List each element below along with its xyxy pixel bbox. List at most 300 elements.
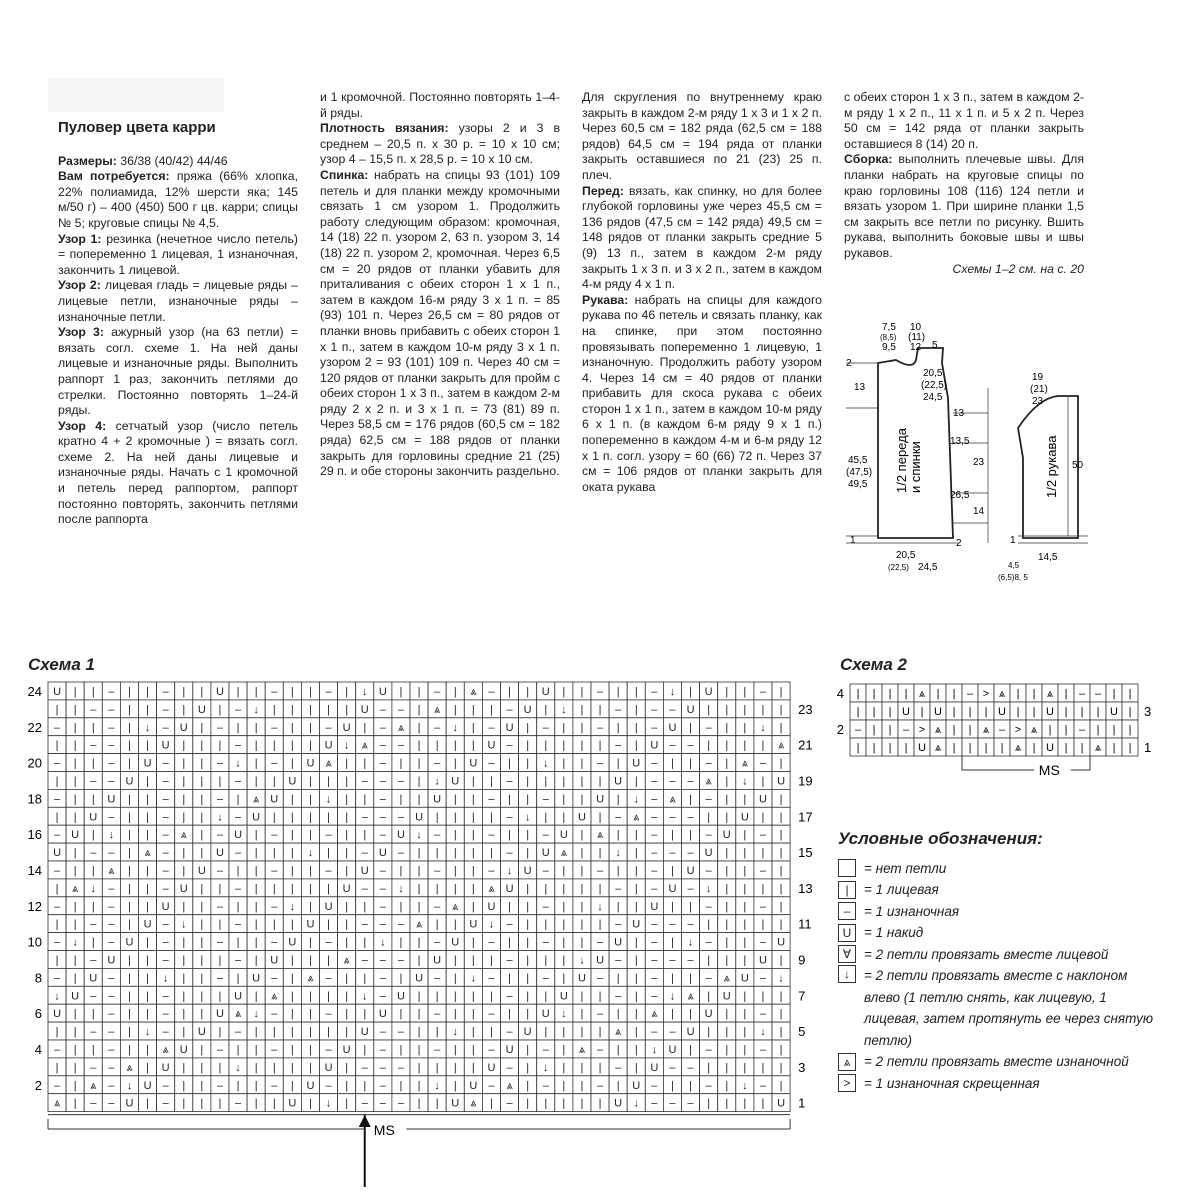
legend-text: = 2 петли провязать вместе лицевой <box>864 946 1109 962</box>
scheme1-grid <box>48 682 790 1112</box>
stitch-symbol: | <box>490 775 493 788</box>
stitch-symbol: | <box>616 1079 620 1092</box>
stitch-symbol: ⩓ <box>434 703 441 716</box>
stitch-symbol: – <box>397 918 405 931</box>
stitch-symbol: | <box>471 739 475 752</box>
stitch-symbol: | <box>435 1097 439 1110</box>
stitch-symbol: | <box>598 882 602 895</box>
stitch-symbol: U <box>596 793 605 806</box>
paragraph-heading: Перед: <box>582 183 624 198</box>
stitch-symbol: | <box>888 706 892 718</box>
stitch-symbol: | <box>580 1061 584 1074</box>
stitch-symbol: – <box>162 757 169 770</box>
stitch-symbol: U <box>487 900 496 913</box>
stitch-symbol: – <box>379 882 386 895</box>
stitch-symbol: – <box>162 1079 169 1092</box>
stitch-symbol: – <box>434 936 441 949</box>
stitch-symbol: | <box>872 706 876 718</box>
stitch-symbol: | <box>872 724 876 736</box>
stitch-symbol: U <box>161 739 170 752</box>
stitch-symbol: | <box>272 739 276 752</box>
stitch-symbol: | <box>345 1061 349 1074</box>
stitch-symbol: | <box>888 724 892 736</box>
stitch-symbol: U <box>125 1097 134 1110</box>
stitch-symbol: | <box>417 900 421 913</box>
stitch-symbol: | <box>417 864 421 877</box>
stitch-symbol: | <box>345 829 349 842</box>
stitch-symbol: – <box>379 721 386 734</box>
stitch-symbol: U <box>505 882 514 895</box>
stitch-symbol: ⩓ <box>723 972 730 985</box>
stitch-symbol: | <box>707 739 711 752</box>
stitch-symbol: | <box>200 775 204 788</box>
stitch-symbol: – <box>53 900 61 913</box>
stitch-symbol: – <box>705 829 712 842</box>
stitch-symbol: | <box>128 721 131 734</box>
paragraph-heading: Узор 2: <box>58 278 101 293</box>
stitch-symbol: ⩓ <box>918 688 926 700</box>
stitch-symbol: | <box>671 1008 674 1021</box>
stitch-symbol: ↓ <box>108 829 115 842</box>
stitch-symbol: | <box>689 1079 692 1092</box>
stitch-symbol: – <box>434 972 441 985</box>
paragraph-heading: Рукава: <box>582 292 629 307</box>
stitch-symbol: | <box>363 721 367 734</box>
stitch-symbol: – <box>108 685 115 698</box>
stitch-symbol: | <box>580 1079 584 1092</box>
stitch-symbol: | <box>73 900 77 913</box>
stitch-symbol: – <box>325 685 332 698</box>
stitch-symbol: | <box>526 990 530 1003</box>
stitch-symbol: – <box>234 703 242 716</box>
stitch-symbol: U <box>53 1008 62 1021</box>
stitch-symbol: U <box>934 706 942 718</box>
stitch-symbol: U <box>415 811 424 824</box>
stitch-symbol: – <box>759 1043 767 1056</box>
stitch-symbol: | <box>508 757 511 770</box>
stitch-symbol: | <box>779 1026 783 1039</box>
stitch-symbol: | <box>128 811 131 824</box>
stitch-symbol: | <box>743 685 747 698</box>
stitch-symbol: | <box>200 972 204 985</box>
stitch-symbol: | <box>1128 724 1132 736</box>
stitch-symbol: – <box>705 1043 712 1056</box>
stitch-symbol: | <box>128 1008 131 1021</box>
stitch-symbol: – <box>669 1061 676 1074</box>
legend-text: = 1 накид <box>864 925 924 940</box>
stitch-symbol: U <box>234 829 243 842</box>
stitch-symbol: | <box>743 1043 747 1056</box>
stitch-symbol: | <box>490 1097 493 1110</box>
stitch-symbol: – <box>379 1026 386 1039</box>
stitch-symbol: | <box>345 775 349 788</box>
stitch-symbol: – <box>651 811 658 824</box>
stitch-symbol: | <box>471 1061 475 1074</box>
row-number-left: 6 <box>34 1006 42 1022</box>
stitch-symbol: U <box>342 1043 351 1056</box>
stitch-symbol: | <box>562 1079 566 1092</box>
stitch-symbol: – <box>90 918 97 931</box>
stitch-symbol: – <box>506 1097 513 1110</box>
stitch-symbol: | <box>399 1079 403 1092</box>
row-number-left: 20 <box>27 755 42 771</box>
stitch-symbol: – <box>234 847 242 860</box>
stitch-symbol: | <box>453 954 457 967</box>
stitch-symbol: | <box>856 706 860 718</box>
stitch-symbol: – <box>108 1061 115 1074</box>
stitch-symbol: ↓ <box>452 721 458 734</box>
stitch-symbol: | <box>562 864 566 877</box>
row-number-right: 3 <box>798 1059 806 1075</box>
stitch-symbol: | <box>526 685 530 698</box>
stitch-symbol: | <box>200 900 204 913</box>
stitch-symbol: | <box>580 1008 584 1021</box>
stitch-symbol: – <box>651 685 658 698</box>
dim-bottom-205: 20,5 <box>896 550 916 561</box>
dim-sleeve-145: 14,5 <box>1038 552 1058 563</box>
stitch-symbol: | <box>1032 706 1036 718</box>
stitch-symbol: – <box>651 954 658 967</box>
stitch-symbol: | <box>725 1043 729 1056</box>
stitch-symbol: | <box>73 1061 77 1074</box>
stitch-symbol: | <box>544 775 548 788</box>
stitch-symbol: | <box>689 900 692 913</box>
stitch-symbol: – <box>651 775 658 788</box>
stitch-symbol: – <box>53 829 61 842</box>
stitch-symbol: ↓ <box>398 882 404 895</box>
stitch-symbol: | <box>309 1043 312 1056</box>
col1-paragraph <box>58 278 298 325</box>
stitch-symbol: – <box>669 918 676 931</box>
stitch-symbol: ↓ <box>144 1026 151 1039</box>
stitch-symbol: | <box>327 811 330 824</box>
stitch-symbol: – <box>488 936 495 949</box>
stitch-symbol: | <box>743 721 747 734</box>
col1-paragraph <box>58 232 298 279</box>
stitch-symbol: U <box>596 954 605 967</box>
stitch-symbol: | <box>290 864 294 877</box>
scheme1-title: Схема 1 <box>28 655 95 674</box>
stitch-symbol: – <box>162 775 169 788</box>
legend-item <box>838 965 1168 1051</box>
stitch-symbol: – <box>216 900 224 913</box>
stitch-symbol: | <box>725 1097 729 1110</box>
stitch-symbol: | <box>345 847 349 860</box>
stitch-symbol: ↓ <box>126 1079 133 1092</box>
stitch-symbol: – <box>361 775 368 788</box>
stitch-symbol: | <box>526 1097 530 1110</box>
stitch-symbol: U <box>288 1097 297 1110</box>
stitch-symbol: | <box>761 811 765 824</box>
stitch-symbol: U <box>107 793 116 806</box>
stitch-symbol: | <box>598 811 602 824</box>
paragraph-heading: Плотность вязания: <box>320 121 449 136</box>
stitch-symbol: | <box>453 703 457 716</box>
stitch-symbol: – <box>325 721 332 734</box>
stitch-symbol: | <box>671 900 674 913</box>
legend-title: Условные обозначения: <box>838 829 1043 848</box>
stitch-symbol: – <box>108 703 115 716</box>
dim-top-d: 10 <box>910 322 922 333</box>
stitch-symbol: | <box>128 882 131 895</box>
stitch-symbol: | <box>417 1097 421 1110</box>
stitch-symbol: | <box>1096 706 1100 718</box>
stitch-symbol: ↓ <box>181 918 187 931</box>
stitch-symbol: | <box>1064 706 1068 718</box>
stitch-symbol: – <box>162 954 169 967</box>
stitch-symbol: U <box>378 685 387 698</box>
dim-top-g: 5 <box>932 340 938 351</box>
row-number-left: 12 <box>27 898 42 914</box>
stitch-symbol: | <box>616 685 620 698</box>
stitch-symbol: ⩓ <box>180 829 187 842</box>
stitch-symbol: | <box>725 918 729 931</box>
stitch-symbol: | <box>743 703 747 716</box>
stitch-symbol: – <box>596 972 604 985</box>
stitch-symbol: ⩓ <box>470 1097 477 1110</box>
stitch-symbol: | <box>272 1026 276 1039</box>
stitch-symbol: | <box>920 706 924 718</box>
dim-top-a: 7,5 <box>882 322 896 333</box>
stitch-symbol: | <box>128 900 131 913</box>
dim-sleeve-50: 50 <box>1072 460 1084 471</box>
stitch-symbol: | <box>634 685 638 698</box>
stitch-symbol: | <box>218 1026 222 1039</box>
stitch-symbol: ↓ <box>343 739 350 752</box>
stitch-symbol: | <box>779 1079 783 1092</box>
stitch-symbol: | <box>272 847 276 860</box>
stitch-symbol: | <box>399 685 403 698</box>
stitch-symbol: ⩓ <box>126 1061 133 1074</box>
stitch-symbol: | <box>327 990 330 1003</box>
stitch-symbol: – <box>108 1008 115 1021</box>
stitch-symbol: – <box>542 1043 549 1056</box>
stitch-symbol: | <box>218 775 222 788</box>
stitch-symbol: ⩓ <box>596 829 604 842</box>
stitch-symbol: – <box>271 900 278 913</box>
stitch-symbol: | <box>671 1079 674 1092</box>
stitch-symbol: – <box>397 703 405 716</box>
stitch-symbol: | <box>616 1043 620 1056</box>
stitch-symbol: – <box>615 703 622 716</box>
stitch-symbol: | <box>290 1079 294 1092</box>
stitch-symbol: | <box>634 1043 638 1056</box>
stitch-symbol: | <box>634 703 638 716</box>
stitch-symbol: – <box>162 864 169 877</box>
col3-paragraph <box>582 293 822 496</box>
stitch-symbol: | <box>562 793 566 806</box>
stitch-symbol: | <box>526 918 530 931</box>
stitch-symbol: U <box>577 972 586 985</box>
stitch-symbol: | <box>634 864 638 877</box>
stitch-symbol: | <box>1080 706 1084 718</box>
stitch-symbol: | <box>290 685 294 698</box>
stitch-symbol: | <box>417 703 421 716</box>
stitch-symbol: – <box>506 954 513 967</box>
stitch-symbol: – <box>759 1008 767 1021</box>
stitch-symbol: – <box>53 936 61 949</box>
stitch-symbol: | <box>490 847 493 860</box>
stitch-symbol: – <box>434 721 441 734</box>
stitch-symbol: | <box>904 742 908 754</box>
paragraph-text: выполнить плечевые швы. Для планки набрать на круговые спицы по краю горловины 108 (116) 124 петли и вязать узором 1. При ширине планки 1,5 см закрыть все петли по рисунку. Вшить рукава, выполнить боковые швы и швы рукавов. <box>844 152 1084 260</box>
row-number-right: 15 <box>798 845 813 861</box>
stitch-symbol: – <box>687 847 694 860</box>
stitch-symbol: | <box>725 703 729 716</box>
stitch-symbol: | <box>453 864 457 877</box>
dim-bottom-225: (22,5) <box>888 563 909 572</box>
stitch-symbol: – <box>596 1043 604 1056</box>
stitch-symbol: | <box>580 864 584 877</box>
stitch-symbol: | <box>779 900 783 913</box>
stitch-symbol: – <box>397 954 405 967</box>
garment-diagram <box>838 318 1098 588</box>
stitch-symbol: | <box>562 1097 566 1110</box>
stitch-symbol: U <box>505 721 514 734</box>
stitch-symbol: | <box>689 972 692 985</box>
stitch-symbol: | <box>634 739 638 752</box>
stitch-symbol: | <box>200 1008 204 1021</box>
stitch-symbol: | <box>91 793 95 806</box>
legend-items <box>838 858 1168 1095</box>
row-number-right: 7 <box>798 988 806 1004</box>
stitch-symbol: | <box>128 990 131 1003</box>
stitch-symbol: | <box>580 685 584 698</box>
stitch-symbol: ⩓ <box>777 739 785 752</box>
dim-left-13: 13 <box>854 382 866 393</box>
row-number-right: 11 <box>798 916 812 932</box>
stitch-symbol: | <box>1112 688 1116 700</box>
stitch-symbol: | <box>471 1043 475 1056</box>
stitch-symbol: U <box>396 990 405 1003</box>
stitch-symbol: | <box>761 703 765 716</box>
stitch-symbol: – <box>271 972 278 985</box>
stitch-symbol: – <box>651 990 658 1003</box>
stitch-symbol: ↓ <box>380 936 386 949</box>
scheme1-ms <box>20 1115 820 1195</box>
stitch-symbol: | <box>182 811 186 824</box>
stitch-symbol: – <box>379 703 386 716</box>
stitch-symbol: | <box>236 900 240 913</box>
stitch-symbol: U <box>469 757 478 770</box>
stitch-symbol: | <box>146 1061 149 1074</box>
stitch-symbol: ↓ <box>506 864 513 877</box>
stitch-symbol: ⩓ <box>578 1043 586 1056</box>
stitch-symbol: U <box>252 972 261 985</box>
stitch-symbol: | <box>634 1061 638 1074</box>
stitch-symbol: U <box>306 757 315 770</box>
stitch-symbol: | <box>471 936 475 949</box>
stitch-symbol: ↓ <box>543 1061 549 1074</box>
stitch-symbol: | <box>526 775 530 788</box>
stitch-symbol: – <box>90 739 97 752</box>
sleeve-label: 1/2 рукава <box>1044 435 1059 498</box>
stitch-symbol: | <box>218 990 222 1003</box>
col4-paragraph <box>844 90 1084 152</box>
stitch-symbol: – <box>434 1043 441 1056</box>
scheme2-chart <box>830 680 1170 790</box>
stitch-symbol: | <box>182 972 186 985</box>
stitch-symbol: U <box>614 1097 623 1110</box>
stitch-symbol: | <box>707 954 711 967</box>
stitch-symbol: | <box>471 703 475 716</box>
stitch-symbol: | <box>417 847 421 860</box>
stitch-symbol: | <box>200 847 204 860</box>
stitch-symbol: | <box>146 1043 149 1056</box>
stitch-symbol: | <box>634 721 638 734</box>
stitch-symbol: | <box>182 1008 186 1021</box>
stitch-symbol: | <box>526 972 530 985</box>
stitch-symbol: | <box>73 685 77 698</box>
stitch-symbol: – <box>108 1026 115 1039</box>
legend-text: = 1 лицевая <box>864 882 939 897</box>
stitch-symbol: | <box>936 688 940 700</box>
col3-paragraph <box>582 90 822 184</box>
stitch-symbol: U <box>704 685 713 698</box>
stitch-symbol: – <box>108 1079 115 1092</box>
stitch-symbol: | <box>725 1079 729 1092</box>
stitch-symbol: | <box>526 1079 530 1092</box>
stitch-symbol: ⩓ <box>934 742 942 754</box>
stitch-symbol: – <box>361 954 368 967</box>
stitch-symbol: | <box>743 793 747 806</box>
stitch-symbol: – <box>615 990 622 1003</box>
dim-right-20b: (22,5) <box>921 380 948 391</box>
stitch-symbol: | <box>55 739 59 752</box>
stitch-symbol: | <box>399 936 403 949</box>
stitch-symbol: | <box>182 739 186 752</box>
stitch-symbol: – <box>1094 688 1102 700</box>
stitch-symbol: – <box>361 882 368 895</box>
stitch-symbol: ⩓ <box>998 688 1006 700</box>
stitch-symbol: | <box>345 1026 349 1039</box>
stitch-symbol: – <box>488 972 495 985</box>
legend-item <box>838 944 1168 966</box>
stitch-symbol: U <box>650 900 659 913</box>
stitch-symbol: – <box>759 864 767 877</box>
stitch-symbol: ↓ <box>235 757 241 770</box>
stitch-symbol: | <box>73 1097 77 1110</box>
stitch-symbol: | <box>254 1026 258 1039</box>
stitch-symbol: U <box>668 882 677 895</box>
stitch-symbol: | <box>453 739 457 752</box>
stitch-symbol: – <box>379 954 386 967</box>
stitch-symbol: – <box>506 847 513 860</box>
stitch-symbol: | <box>725 721 729 734</box>
stitch-symbol: | <box>725 739 729 752</box>
stitch-symbol: | <box>952 706 956 718</box>
stitch-symbol: | <box>55 1026 59 1039</box>
stitch-symbol: – <box>271 829 278 842</box>
stitch-symbol: U <box>650 1061 659 1074</box>
stitch-symbol: – <box>596 864 604 877</box>
stitch-symbol: U <box>541 1008 550 1021</box>
stitch-symbol: – <box>687 918 694 931</box>
stitch-symbol: | <box>856 688 860 700</box>
stitch-symbol: ⩓ <box>415 918 423 931</box>
stitch-symbol: | <box>327 1026 330 1039</box>
stitch-symbol: | <box>200 1061 204 1074</box>
stitch-symbol: – <box>434 1008 441 1021</box>
scheme2-title: Схема 2 <box>840 655 907 674</box>
stitch-symbol: | <box>73 1008 77 1021</box>
stitch-symbol: | <box>182 703 186 716</box>
stitch-symbol: – <box>615 1061 622 1074</box>
stitch-symbol: | <box>236 685 240 698</box>
stitch-symbol: – <box>669 739 676 752</box>
stitch-symbol: | <box>453 757 457 770</box>
row-number-right: 17 <box>798 809 813 825</box>
